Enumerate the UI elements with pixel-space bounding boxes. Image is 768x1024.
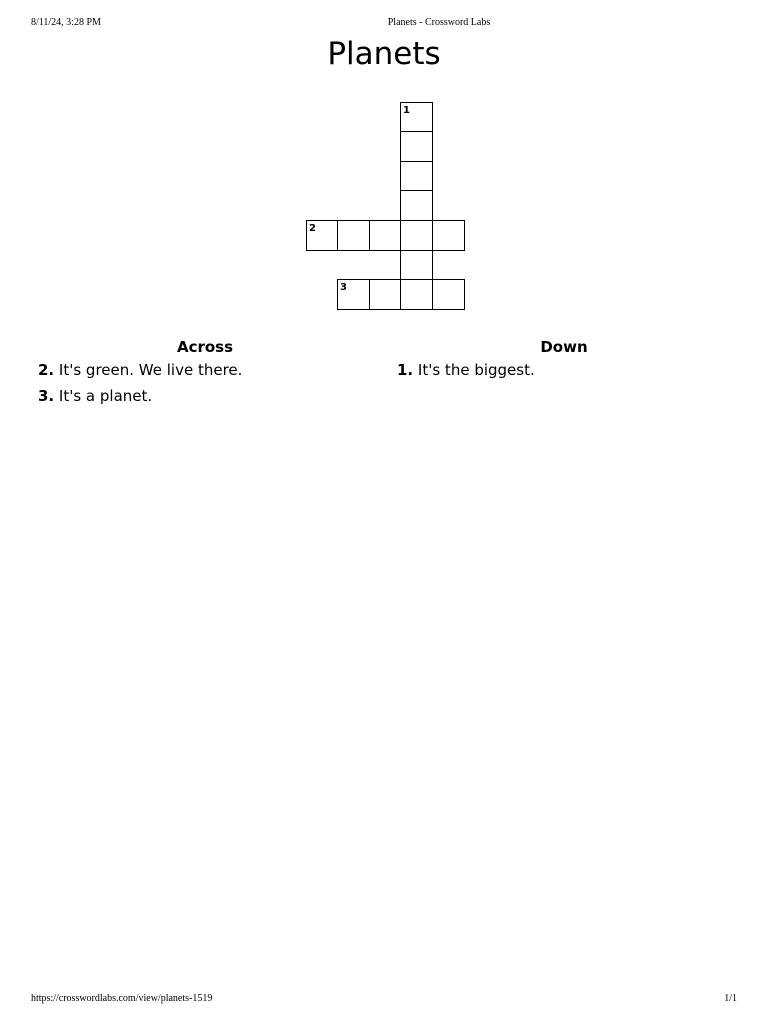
down-clues — [397, 337, 737, 386]
print-footer — [0, 993, 768, 1007]
crossword-cell[interactable] — [400, 220, 433, 251]
print-header — [0, 17, 768, 31]
print-datetime: 8/11/24, 3:28 PM — [31, 17, 101, 28]
clue-item — [38, 360, 378, 380]
print-page-number: 1/1 — [724, 993, 737, 1004]
clue-number-label: 1 — [403, 105, 410, 116]
across-clues — [38, 337, 378, 412]
across-heading: Across — [176, 338, 234, 356]
crossword-cell[interactable] — [432, 220, 465, 251]
crossword-cell[interactable] — [432, 279, 465, 310]
clue-text: It's a planet. — [58, 387, 153, 405]
crossword-cell[interactable] — [400, 161, 433, 192]
clue-number-label: 3 — [340, 282, 347, 293]
crossword-cell[interactable] — [400, 102, 433, 133]
clue-item — [397, 360, 737, 380]
crossword-cell[interactable] — [337, 279, 370, 310]
clue-text: It's the biggest. — [417, 361, 535, 379]
crossword-cell[interactable] — [306, 220, 339, 251]
crossword-cell[interactable] — [369, 220, 402, 251]
clue-number: 3. — [38, 387, 55, 405]
print-url: https://crosswordlabs.com/view/planets-1519 — [31, 993, 213, 1004]
clue-number: 1. — [397, 361, 414, 379]
down-heading: Down — [540, 338, 588, 356]
clue-text: It's green. We live there. — [58, 361, 243, 379]
clue-number: 2. — [38, 361, 55, 379]
crossword-cell[interactable] — [337, 220, 370, 251]
crossword-cell[interactable] — [400, 131, 433, 162]
crossword-grid — [306, 102, 464, 310]
crossword-cell[interactable] — [400, 190, 433, 221]
crossword-cell[interactable] — [400, 250, 433, 281]
print-doc-title: Planets - Crossword Labs — [387, 17, 491, 28]
crossword-cell[interactable] — [369, 279, 402, 310]
crossword-cell[interactable] — [400, 279, 433, 310]
clue-item — [38, 386, 378, 406]
page-title: Planets — [327, 36, 441, 72]
clue-number-label: 2 — [309, 223, 316, 234]
